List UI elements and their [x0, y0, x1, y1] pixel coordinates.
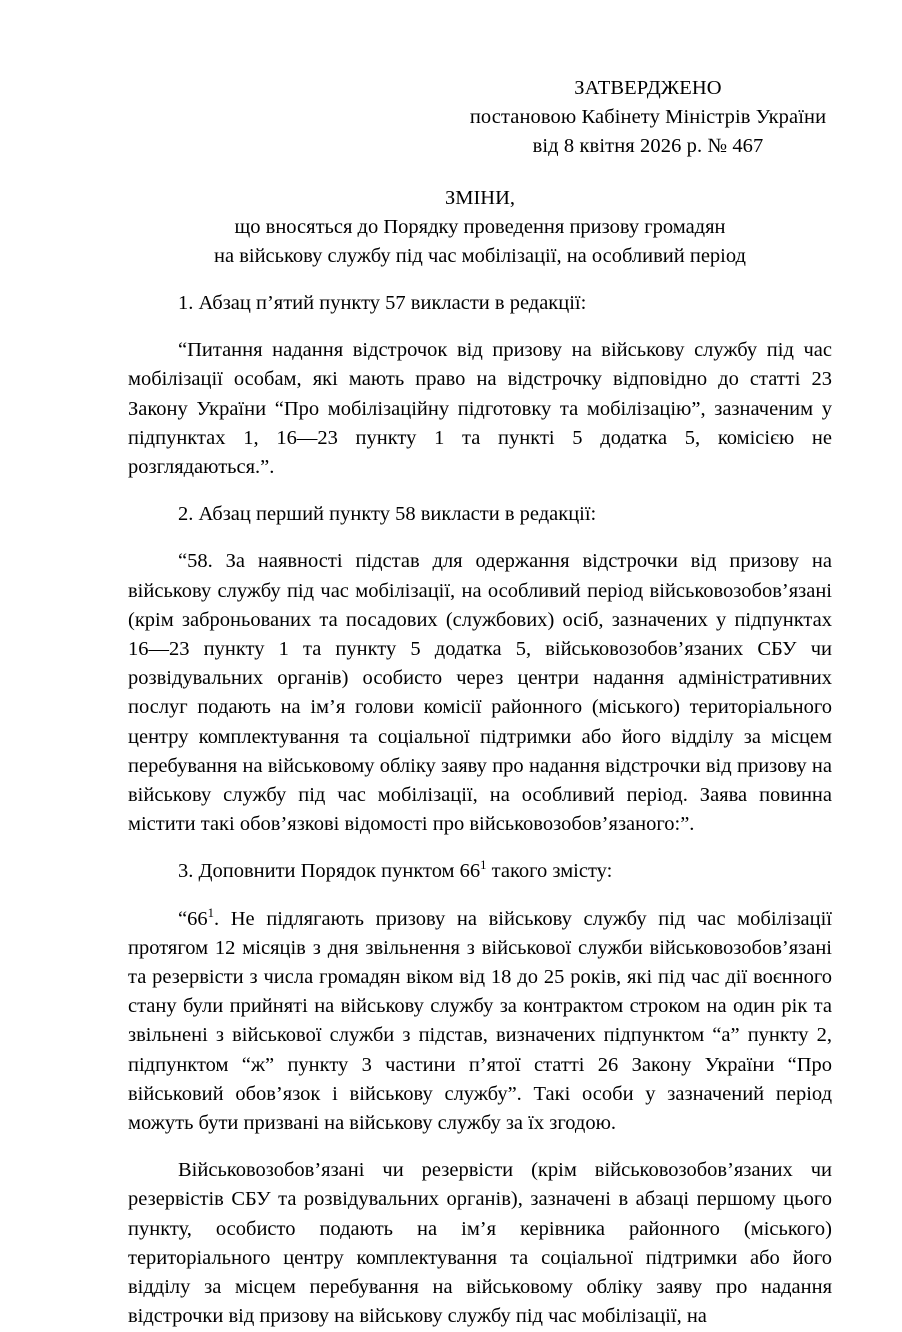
paragraph-gap: [128, 482, 832, 500]
item-2-heading: 2. Абзац перший пункту 58 викласти в редакції:: [178, 503, 597, 526]
approval-line-3: від 8 квітня 2026 р. № 467: [532, 135, 764, 157]
document-subtitle-line-1: що вносяться до Порядку проведення призову громадян: [234, 216, 726, 238]
document-body: [128, 289, 832, 1332]
item-3-text: [128, 905, 832, 1139]
item-2-text: “58. За наявності підстав для одержання відстрочки від призову на військову службу під час мобілізації, на особливий період військовозобов’язані (крім заброньованих та посадових (службових) осіб, зазначених у підпунктах 16—23 пункту 1 та пункту 5 додатка 5, військовозобов’язаних СБУ чи розвідувальних органів) особисто через центри надання адміністративних послуг подають на ім’я голови комісії районного (міського) територіального центру комплектування та соціальної підтримки або його відділу за місцем перебування на військовому обліку заяву про надання відстрочки від призову на військову службу під час мобілізації, на особливий період. Заява повинна містити такі обов’язкові відомості про військовозобов’язаного:”.: [128, 550, 832, 836]
item-3-text-body: . Не підлягають призову на військову службу під час мобілізації протягом 12 місяців з дня звільнення з військової служби військовозобов’язані та резервісти з числа громадян віком від 18 до 25 років, які під час дії воєнного стану були прийняті на військову службу за контрактом строком на один рік та звільнені з військової служби з підстав, визначених підпунктом “а” пункту 2, підпунктом “ж” пункту 3 частини п’ятої статті 26 Закону України “Про військовий обов’язок і військову службу”. Такі особи у зазначений період можуть бути призвані на військову службу за їх згодою.: [128, 907, 832, 1135]
paragraph-gap: [128, 1138, 832, 1156]
item-3-heading-superscript: 1: [480, 858, 487, 873]
document-title-block: [128, 184, 832, 271]
paragraph-gap: [128, 318, 832, 336]
approval-line-1: ЗАТВЕРДЖЕНО: [574, 77, 722, 99]
item-3-heading-prefix: 3. Доповнити Порядок пунктом 66: [178, 860, 481, 883]
item-1-heading: 1. Абзац п’ятий пункту 57 викласти в редакції:: [178, 292, 587, 314]
approval-line-2: постановою Кабінету Міністрів України: [469, 106, 827, 128]
item-3-heading: [128, 857, 832, 886]
page-title: ЗМІНИ,: [444, 187, 516, 209]
paragraph-gap: [128, 839, 832, 857]
item-3-text-prefix: “66: [178, 907, 208, 930]
item-3-heading-suffix: такого змісту:: [486, 860, 613, 883]
document-subtitle-line-2: на військову службу під час мобілізації, на особливий період: [214, 245, 746, 267]
item-1-text: “Питання надання відстрочок від призову на військову службу під час мобілізації особам, які мають право на відстрочку відповідно до статті 23 Закону України “Про мобілізаційну підготовку та мобілізацію”, зазначеним у підпунктах 1, 16—23 пункту 1 та пункті 5 додатка 5, комісією не розглядаються.”.: [128, 339, 832, 479]
paragraph-gap: [128, 529, 832, 547]
item-3-paragraph-2: Військовозобов’язані чи резервісти (крім військовозобов’язаних чи резервістів СБУ та розвідувальних органів), зазначені в абзаці першому цього пункту, особисто подають на ім’я керівника районного (міського) територіального центру комплектування та соціальної підтримки або його відділу за місцем перебування на військовому обліку заяву про надання відстрочки від призову на військову службу під час мобілізації, на: [128, 1159, 832, 1328]
paragraph-gap: [128, 887, 832, 905]
approval-block: [440, 74, 856, 161]
item-3-text-superscript: 1: [207, 905, 214, 920]
